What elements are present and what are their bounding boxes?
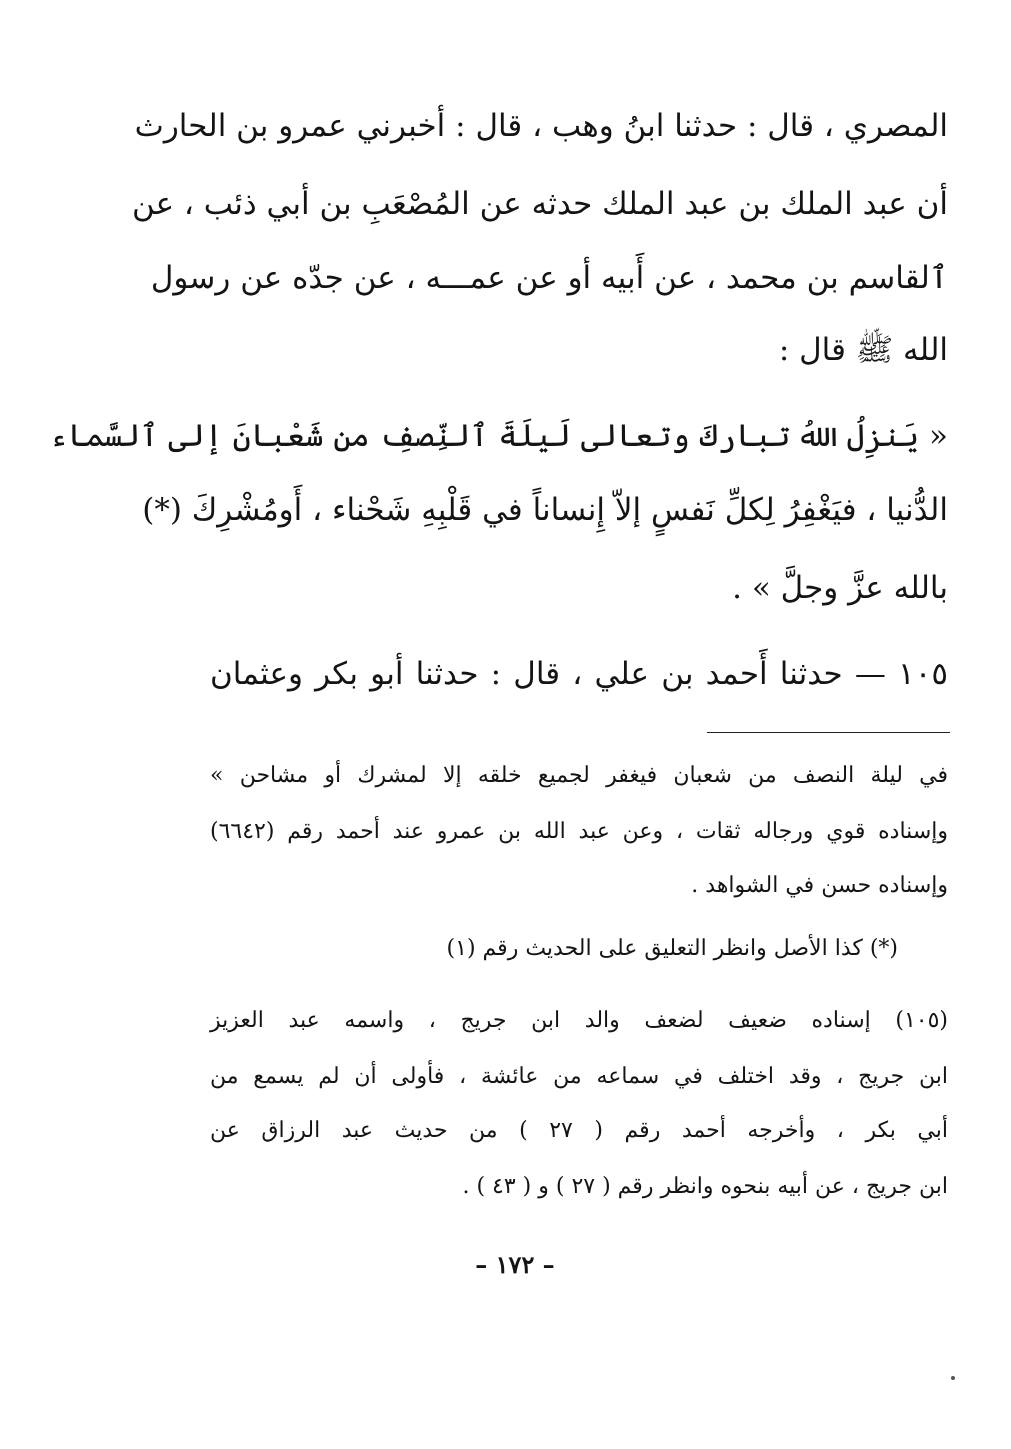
hadith-text-line-2: الدُّنيا ، فيَغْفِرُ لِكلِّ نَفسٍ إلاّ إِنساناً في قَلْبِهِ شَحْناء ، أَومُشْرِكَ (*) xyxy=(142,492,948,528)
footnote-105-line-4: ابن جريج ، عن أبيه بنحوه وانظر رقم ( ٢٧ ) و ( ٤٣ ) . xyxy=(462,1174,948,1199)
footnote-separator xyxy=(707,732,950,733)
main-text-line-1: المصري ، قال : حدثنا ابنُ وهب ، قال : أخبرني عمرو بن الحارث xyxy=(134,108,948,144)
hadith-text-line-1: « يَنزِلُ اللهُ تباركَ وتعالى لَيلَةَ ٱلنِّصفِ من شَعْبانَ إلى ٱلسَّماء xyxy=(49,418,948,454)
footnote-line-3: وإسناده حسن في الشواهد . xyxy=(691,873,948,898)
footnote-105-line-1: (١٠٥) إسناده ضعيف لضعف والد ابن جريج ، واسمه عبد العزيز xyxy=(210,1008,948,1033)
main-text-line-3: ٱلقاسم بن محمد ، عن أَبيه أو عن عمـــه ، عن جدّه عن رسول xyxy=(150,260,948,296)
hadith-text-line-3: بالله عزَّ وجلَّ » . xyxy=(732,570,948,606)
page-number: – ١٧٢ – xyxy=(475,1250,555,1279)
hadith-105-heading: ١٠٥ — حدثنا أَحمد بن علي ، قال : حدثنا أبو بكر وعثمان xyxy=(210,656,948,692)
footnote-105-line-3: أبي بكر ، وأخرجه أحمد رقم ( ٢٧ ) من حديث عبد الرزاق عن xyxy=(210,1118,948,1143)
scan-speck xyxy=(951,1376,955,1380)
footnote-105-line-2: ابن جريج ، وقد اختلف في سماعه من عائشة ، فأولى أن لم يسمع من xyxy=(210,1064,948,1089)
footnote-asterisk: (*) كذا الأصل وانظر التعليق على الحديث رقم (١) xyxy=(446,936,898,961)
footnote-line-2: وإسناده قوي ورجاله ثقات ، وعن عبد الله بن عمرو عند أحمد رقم (٦٦٤٢) xyxy=(210,819,948,844)
main-text-line-4: الله ﷺ قال : xyxy=(778,332,948,368)
main-text-line-2: أن عبد الملك بن عبد الملك حدثه عن المُصْعَبِ بن أبي ذئب ، عن xyxy=(131,186,948,222)
footnote-line-1: في ليلة النصف من شعبان فيغفر لجميع خلقه إلا لمشرك أو مشاحن » xyxy=(210,763,948,788)
